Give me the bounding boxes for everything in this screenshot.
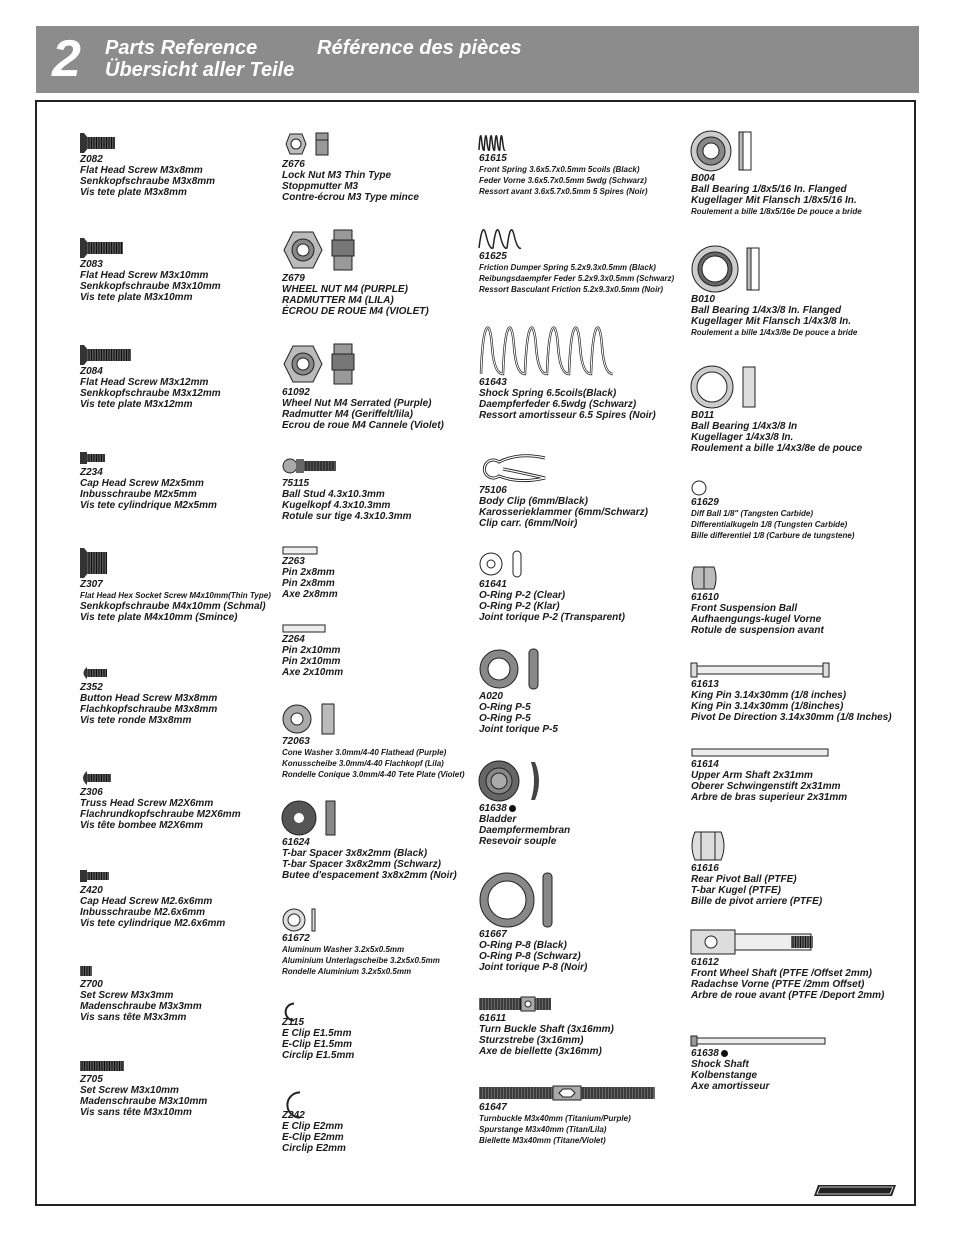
part-code (691, 679, 892, 690)
description-en: Flat Head Hex Socket Screw M4x10mm(Thin Type) (80, 591, 271, 600)
description-en: Cone Washer 3.0mm/4-40 Flathead (Purple) (282, 748, 447, 757)
part-number: Z242 (282, 1110, 305, 1121)
part-code (80, 154, 215, 165)
part-code (282, 478, 412, 489)
description-en: O-Ring P-5 (479, 702, 531, 713)
part-code (479, 579, 625, 590)
description-fr: Vis sans tête M3x3mm (80, 1012, 187, 1023)
description-fr: Butee d'espacement 3x8x2mm (Noir) (282, 870, 457, 881)
part-code (80, 787, 241, 798)
description-en: Button Head Screw M3x8mm (80, 693, 218, 704)
description-fr: Ressort avant 3.6x5.7x0.5mm 5 Spires (Noir) (479, 187, 648, 196)
part-61092 (282, 342, 444, 431)
part-61614 (691, 748, 847, 803)
description-fr: Ressort amortisseur 6.5 Spires (Noir) (479, 410, 656, 421)
part-number: 61616 (691, 863, 719, 874)
description-fr: Ressort Basculant Friction 5.2x9.3x0.5mm (Noir) (479, 285, 664, 294)
description-fr: Vis tete plate M4x10mm (Smince) (80, 612, 238, 623)
part-number: 61611 (479, 1013, 507, 1024)
description-fr: Vis tete plate M3x8mm (80, 187, 187, 198)
pin-icon (282, 546, 338, 555)
set-screw-icon (80, 964, 202, 978)
description-fr: Axe amortisseur (691, 1081, 770, 1092)
description-de: Madenschraube M3x10mm (80, 1096, 208, 1107)
description-en: Friction Dumper Spring 5.2x9.3x0.5mm (Black) (479, 263, 656, 272)
description-de: Daempfermembran (479, 825, 571, 836)
part-code (691, 759, 847, 770)
part-z700 (80, 964, 202, 1023)
part-number: 61629 (691, 497, 719, 508)
flat-head-screw-icon (80, 133, 215, 153)
description-en: Front Wheel Shaft (PTFE /Offset 2mm) (691, 968, 872, 979)
part-61612 (691, 930, 884, 1001)
description-en: Ball Stud 4.3x10.3mm (282, 489, 385, 500)
ball-bearing-icon (691, 365, 862, 409)
description-en: Bladder (479, 814, 517, 825)
part-number: 61615 (479, 153, 507, 164)
description-fr: Bille differentiel 1/8 (Carbure de tungstene) (691, 531, 855, 540)
pivot-ball-icon (691, 830, 822, 862)
part-code (282, 736, 465, 747)
description-en: E Clip E2mm (282, 1121, 344, 1132)
part-code (479, 1013, 614, 1024)
section-header (36, 26, 919, 93)
description-de: Pin 2x10mm (282, 656, 341, 667)
spacer-icon (282, 800, 457, 836)
description-fr: Arbre de bras superieur 2x31mm (691, 792, 848, 803)
turnbuckle-icon (479, 1085, 631, 1101)
part-number: Z676 (282, 159, 305, 170)
part-z679 (282, 228, 429, 317)
part-61613 (691, 662, 892, 723)
description-fr: Roulement a bille 1/8x5/16e De pouce a bride (691, 207, 862, 216)
part-number: 61667 (479, 929, 507, 940)
part-61641 (479, 550, 625, 623)
description-de: Madenschraube M3x3mm (80, 1001, 202, 1012)
description-de: Karosserieklammer (6mm/Schwarz) (479, 507, 648, 518)
description-en: Flat Head Screw M3x12mm (80, 377, 209, 388)
part-61610 (691, 565, 824, 636)
part-75106 (479, 450, 648, 529)
description-en: Ball Bearing 1/8x5/16 In. Flanged (691, 184, 847, 195)
description-en: Lock Nut M3 Thin Type (282, 170, 392, 181)
part-number: 61641 (479, 579, 507, 590)
description-en: Ball Bearing 1/4x3/8 In. Flanged (691, 305, 842, 316)
description-fr: Roulement a bille 1/4x3/8e de pouce (691, 443, 863, 454)
description-en: Turn Buckle Shaft (3x16mm) (479, 1024, 614, 1035)
description-en: O-Ring P-2 (Clear) (479, 590, 566, 601)
title-english: Parts Reference (105, 37, 258, 59)
description-en: E Clip E1.5mm (282, 1028, 352, 1039)
part-code (691, 863, 822, 874)
part-number: 75115 (282, 478, 310, 489)
description-de: Aufhaengungs-kugel Vorne (691, 614, 822, 625)
cone-washer-icon (282, 703, 465, 735)
part-code (282, 1017, 354, 1028)
description-de: O-Ring P-8 (Schwarz) (479, 951, 581, 962)
description-fr: Vis tete ronde M3x8mm (80, 715, 192, 726)
shock-spring-icon (479, 318, 656, 376)
description-fr: Axe 2x10mm (282, 667, 344, 678)
part-number: Z264 (282, 634, 305, 645)
description-de: Radachse Vorne (PTFE /2mm Offset) (691, 979, 865, 990)
part-code (691, 497, 854, 508)
part-z420 (80, 868, 225, 929)
description-de: Senkkopfschraube M3x12mm (80, 388, 221, 399)
part-code (691, 1048, 769, 1059)
lock-nut-icon (282, 130, 419, 158)
part-z705 (80, 1059, 207, 1118)
washer-icon (282, 908, 440, 932)
part-code (80, 259, 221, 270)
description-de: Senkkopfschraube M3x10mm (80, 281, 221, 292)
suspension-ball-icon (691, 565, 824, 591)
description-fr: Arbre de roue avant (PTFE /Deport 2mm) (691, 990, 885, 1001)
part-code (80, 366, 221, 377)
description-en: Shock Spring 6.5coils(Black) (479, 388, 617, 399)
title-german: Übersicht aller Teile (105, 59, 295, 81)
description-de: Kugellager Mit Flansch 1/8x5/16 In. (691, 195, 857, 206)
bladder-icon (479, 760, 570, 802)
part-code (282, 556, 338, 567)
part-number: 61613 (691, 679, 719, 690)
part-code (80, 682, 217, 693)
description-de: Kugellager 1/4x3/8 In. (691, 432, 794, 443)
part-61629 (691, 480, 854, 541)
description-de: Spurstange M3x40mm (Titan/Lila) (479, 1125, 607, 1134)
description-de: Stoppmutter M3 (282, 181, 359, 192)
description-fr: Resevoir souple (479, 836, 557, 847)
part-code (80, 467, 217, 478)
part-number: Z352 (80, 682, 103, 693)
body-clip-icon (479, 450, 648, 484)
description-en: Pin 2x10mm (282, 645, 341, 656)
o-ring-icon (479, 550, 625, 578)
description-fr: Ecrou de roue M4 Cannele (Violet) (282, 420, 444, 431)
description-de: O-Ring P-2 (Klar) (479, 601, 560, 612)
description-fr: Vis tête bombee M2X6mm (80, 820, 204, 831)
button-head-screw-icon (80, 665, 217, 681)
part-code (479, 251, 674, 262)
part-61611 (479, 996, 614, 1057)
description-en: Flat Head Screw M3x10mm (80, 270, 209, 281)
part-a020 (479, 648, 558, 735)
part-61667 (479, 872, 587, 973)
part-code (282, 159, 419, 170)
part-code (691, 173, 862, 184)
description-de: Senkkopfschraube M4x10mm (Schmal) (80, 601, 266, 612)
part-61672 (282, 908, 440, 977)
king-pin-icon (691, 662, 892, 678)
description-fr: Circlip E1.5mm (282, 1050, 355, 1061)
part-b010 (691, 245, 857, 338)
part-b011 (691, 365, 862, 454)
part-number: Z115 (282, 1017, 305, 1028)
description-fr: Contre-écrou M3 Type mince (282, 192, 419, 203)
description-en: Turnbuckle M3x40mm (Titanium/Purple) (479, 1114, 631, 1123)
part-number: Z084 (80, 366, 103, 377)
part-code (691, 957, 884, 968)
part-z083 (80, 238, 221, 303)
description-en: Wheel Nut M4 Serrated (Purple) (282, 398, 432, 409)
part-number: Z263 (282, 556, 305, 567)
part-code (691, 294, 857, 305)
part-61624 (282, 800, 457, 881)
bullet-icon (721, 1050, 728, 1057)
description-fr: Vis tete plate M3x10mm (80, 292, 193, 303)
description-fr: Vis tete cylindrique M2.6x6mm (80, 918, 226, 929)
part-number: Z679 (282, 273, 305, 284)
description-en: Set Screw M3x3mm (80, 990, 174, 1001)
part-number: 61672 (282, 933, 310, 944)
e-clip-icon (282, 1087, 346, 1109)
part-61643 (479, 318, 656, 421)
description-fr: Bille de pivot arriere (PTFE) (691, 896, 823, 907)
description-fr: Pivot De Direction 3.14x30mm (1/8 Inches) (691, 712, 892, 723)
o-ring-icon (479, 648, 558, 690)
part-z084 (80, 345, 221, 410)
section-number: 2 (52, 30, 81, 88)
part-z307 (80, 548, 271, 623)
part-number: 61092 (282, 387, 310, 398)
part-number: 61624 (282, 837, 310, 848)
description-en: Pin 2x8mm (282, 567, 335, 578)
description-de: Kugelkopf 4.3x10.3mm (282, 500, 391, 511)
part-number: B011 (691, 410, 715, 421)
part-number: B004 (691, 173, 715, 184)
part-code (80, 979, 202, 990)
part-number: B010 (691, 294, 715, 305)
part-code (691, 410, 862, 421)
part-61625 (479, 222, 674, 295)
part-72063 (282, 703, 465, 780)
part-code (282, 837, 457, 848)
part-code (479, 377, 656, 388)
description-fr: Joint torique P-5 (479, 724, 558, 735)
description-fr: Axe 2x8mm (282, 589, 338, 600)
description-de: Konusscheibe 3.0mm/4-40 Flachkopf (Lila) (282, 759, 444, 768)
description-de: Pin 2x8mm (282, 578, 335, 589)
description-en: O-Ring P-8 (Black) (479, 940, 567, 951)
part-number: Z700 (80, 979, 103, 990)
part-number: Z705 (80, 1074, 103, 1085)
description-fr: Circlip E2mm (282, 1143, 346, 1154)
description-en: King Pin 3.14x30mm (1/8 inches) (691, 690, 847, 701)
ball-stud-icon (282, 455, 412, 477)
description-de: Aluminium Unterlagscheibe 3.2x5x0.5mm (282, 956, 440, 965)
part-number: 61610 (691, 592, 719, 603)
cap-head-screw-icon (80, 868, 225, 884)
part-code (479, 1102, 631, 1113)
description-de: Oberer Schwingenstift 2x31mm (691, 781, 841, 792)
part-code (479, 803, 570, 814)
pin-icon (282, 624, 343, 633)
description-de: Radmutter M4 (Geriffelt/lila) (282, 409, 413, 420)
part-number: Z306 (80, 787, 103, 798)
part-code (479, 929, 587, 940)
set-screw-icon (80, 1059, 207, 1073)
part-code (282, 273, 429, 284)
part-code (282, 933, 440, 944)
description-de: RADMUTTER M4 (LILA) (282, 295, 394, 306)
description-de: Flachkopfschraube M3x8mm (80, 704, 218, 715)
description-fr: Joint torique P-8 (Noir) (479, 962, 588, 973)
description-en: Cap Head Screw M2.6x6mm (80, 896, 213, 907)
description-fr: Roulement a bille 1/4x3/8e De pouce a bride (691, 328, 858, 337)
part-code (479, 485, 648, 496)
spring-icon (479, 222, 674, 250)
wheel-nut-icon (282, 342, 444, 386)
description-fr: Rondelle Aluminium 3.2x5x0.5mm (282, 967, 412, 976)
part-code (282, 634, 343, 645)
part-code (80, 579, 271, 590)
part-code (691, 592, 824, 603)
part-code (282, 387, 444, 398)
part-number: 61614 (691, 759, 719, 770)
flat-head-screw-icon (80, 345, 221, 365)
description-fr: Biellette M3x40mm (Titane/Violet) (479, 1136, 606, 1145)
description-de: Kugellager Mit Flansch 1/4x3/8 In. (691, 316, 852, 327)
description-fr: ÉCROU DE ROUE M4 (VIOLET) (282, 306, 429, 317)
description-en: Upper Arm Shaft 2x31mm (691, 770, 813, 781)
shock-shaft-icon (691, 1035, 769, 1047)
part-z306 (80, 770, 241, 831)
description-fr: Axe de biellette (3x16mm) (479, 1046, 602, 1057)
description-en: Body Clip (6mm/Black) (479, 496, 588, 507)
description-de: T-bar Spacer 3x8x2mm (Schwarz) (282, 859, 441, 870)
title-french: Référence des pièces (317, 37, 522, 59)
part-61638 (691, 1035, 769, 1092)
part-z234 (80, 450, 217, 511)
part-61615 (479, 130, 648, 197)
description-en: Set Screw M3x10mm (80, 1085, 179, 1096)
wheel-nut-icon (282, 228, 429, 272)
part-number: Z082 (80, 154, 103, 165)
description-en: Front Spring 3.6x5.7x0.5mm 5coils (Black) (479, 165, 640, 174)
description-en: Diff Ball 1/8" (Tangsten Carbide) (691, 509, 814, 518)
part-code (80, 1074, 207, 1085)
description-de: Differentialkugeln 1/8 (Tungsten Carbide) (691, 520, 848, 529)
diff-ball-icon (691, 480, 854, 496)
flat-head-screw-icon (80, 238, 221, 258)
description-en: WHEEL NUT M4 (PURPLE) (282, 284, 408, 295)
part-number: 75106 (479, 485, 507, 496)
shaft-icon (691, 748, 847, 758)
description-de: King Pin 3.14x30mm (1/8inches) (691, 701, 844, 712)
description-fr: Rotule de suspension avant (691, 625, 824, 636)
description-de: Inbusschraube M2.6x6mm (80, 907, 206, 918)
part-number: 61638 (479, 803, 507, 814)
description-de: O-Ring P-5 (479, 713, 531, 724)
bullet-icon (509, 805, 516, 812)
part-number: 61638 (691, 1048, 719, 1059)
flat-head-screw-icon (80, 548, 271, 578)
description-en: Flat Head Screw M3x8mm (80, 165, 203, 176)
description-de: Kolbenstange (691, 1070, 758, 1081)
part-code (479, 691, 558, 702)
spring-icon (479, 130, 648, 152)
truss-head-screw-icon (80, 770, 241, 786)
description-de: Flachrundkopfschraube M2X6mm (80, 809, 241, 820)
description-en: T-bar Spacer 3x8x2mm (Black) (282, 848, 428, 859)
e-clip-icon (282, 1000, 354, 1016)
turnbuckle-icon (479, 996, 614, 1012)
part-number: 61643 (479, 377, 507, 388)
part-number: A020 (479, 691, 503, 702)
description-en: Aluminum Washer 3.2x5x0.5mm (282, 945, 405, 954)
part-code (80, 885, 225, 896)
part-number: Z083 (80, 259, 103, 270)
description-en: Ball Bearing 1/4x3/8 In (691, 421, 798, 432)
description-fr: Vis sans tête M3x10mm (80, 1107, 192, 1118)
description-de: E-Clip E2mm (282, 1132, 344, 1143)
description-en: Shock Shaft (691, 1059, 749, 1070)
part-z242 (282, 1087, 346, 1154)
description-de: Reibungsdaempfer Feder 5.2x9.3x0.5mm (Schwarz) (479, 274, 675, 283)
part-61616 (691, 830, 822, 907)
ball-bearing-icon (691, 130, 862, 172)
description-de: Sturzstrebe (3x16mm) (479, 1035, 584, 1046)
part-z264 (282, 624, 343, 678)
cyclone-logo (814, 1184, 896, 1197)
description-fr: Rotule sur tige 4.3x10.3mm (282, 511, 412, 522)
description-de: Daempferfeder 6.5wdg (Schwarz) (479, 399, 637, 410)
description-de: Feder Vorne 3.6x5.7x0.5mm 5wdg (Schwarz) (479, 176, 647, 185)
description-fr: Vis tete cylindrique M2x5mm (80, 500, 217, 511)
description-de: T-bar Kugel (PTFE) (691, 885, 781, 896)
part-z352 (80, 665, 217, 726)
description-en: Truss Head Screw M2X6mm (80, 798, 214, 809)
cap-head-screw-icon (80, 450, 217, 466)
part-61647 (479, 1085, 631, 1146)
ball-bearing-icon (691, 245, 857, 293)
part-z676 (282, 130, 419, 203)
part-number: 61647 (479, 1102, 507, 1113)
description-fr: Vis tete plate M3x12mm (80, 399, 193, 410)
description-en: Cap Head Screw M2x5mm (80, 478, 204, 489)
description-en: Rear Pivot Ball (PTFE) (691, 874, 797, 885)
part-z115 (282, 1000, 354, 1061)
o-ring-icon (479, 872, 587, 928)
part-z082 (80, 133, 215, 198)
description-fr: Rondelle Conique 3.0mm/4-40 Tete Plate (Violet) (282, 770, 465, 779)
part-code (479, 153, 648, 164)
description-fr: Clip carr. (6mm/Noir) (479, 518, 578, 529)
description-en: Front Suspension Ball (691, 603, 798, 614)
description-de: Inbusschraube M2x5mm (80, 489, 197, 500)
part-number: Z307 (80, 579, 103, 590)
wheel-shaft-icon (691, 930, 884, 956)
part-61638 (479, 760, 570, 847)
description-de: Senkkopfschraube M3x8mm (80, 176, 216, 187)
part-b004 (691, 130, 862, 217)
part-number: Z420 (80, 885, 103, 896)
part-number: Z234 (80, 467, 103, 478)
description-fr: Joint torique P-2 (Transparent) (479, 612, 625, 623)
part-number: 61612 (691, 957, 719, 968)
part-75115 (282, 455, 412, 522)
part-z263 (282, 546, 338, 600)
description-de: E-Clip E1.5mm (282, 1039, 353, 1050)
part-number: 72063 (282, 736, 310, 747)
part-number: 61625 (479, 251, 507, 262)
